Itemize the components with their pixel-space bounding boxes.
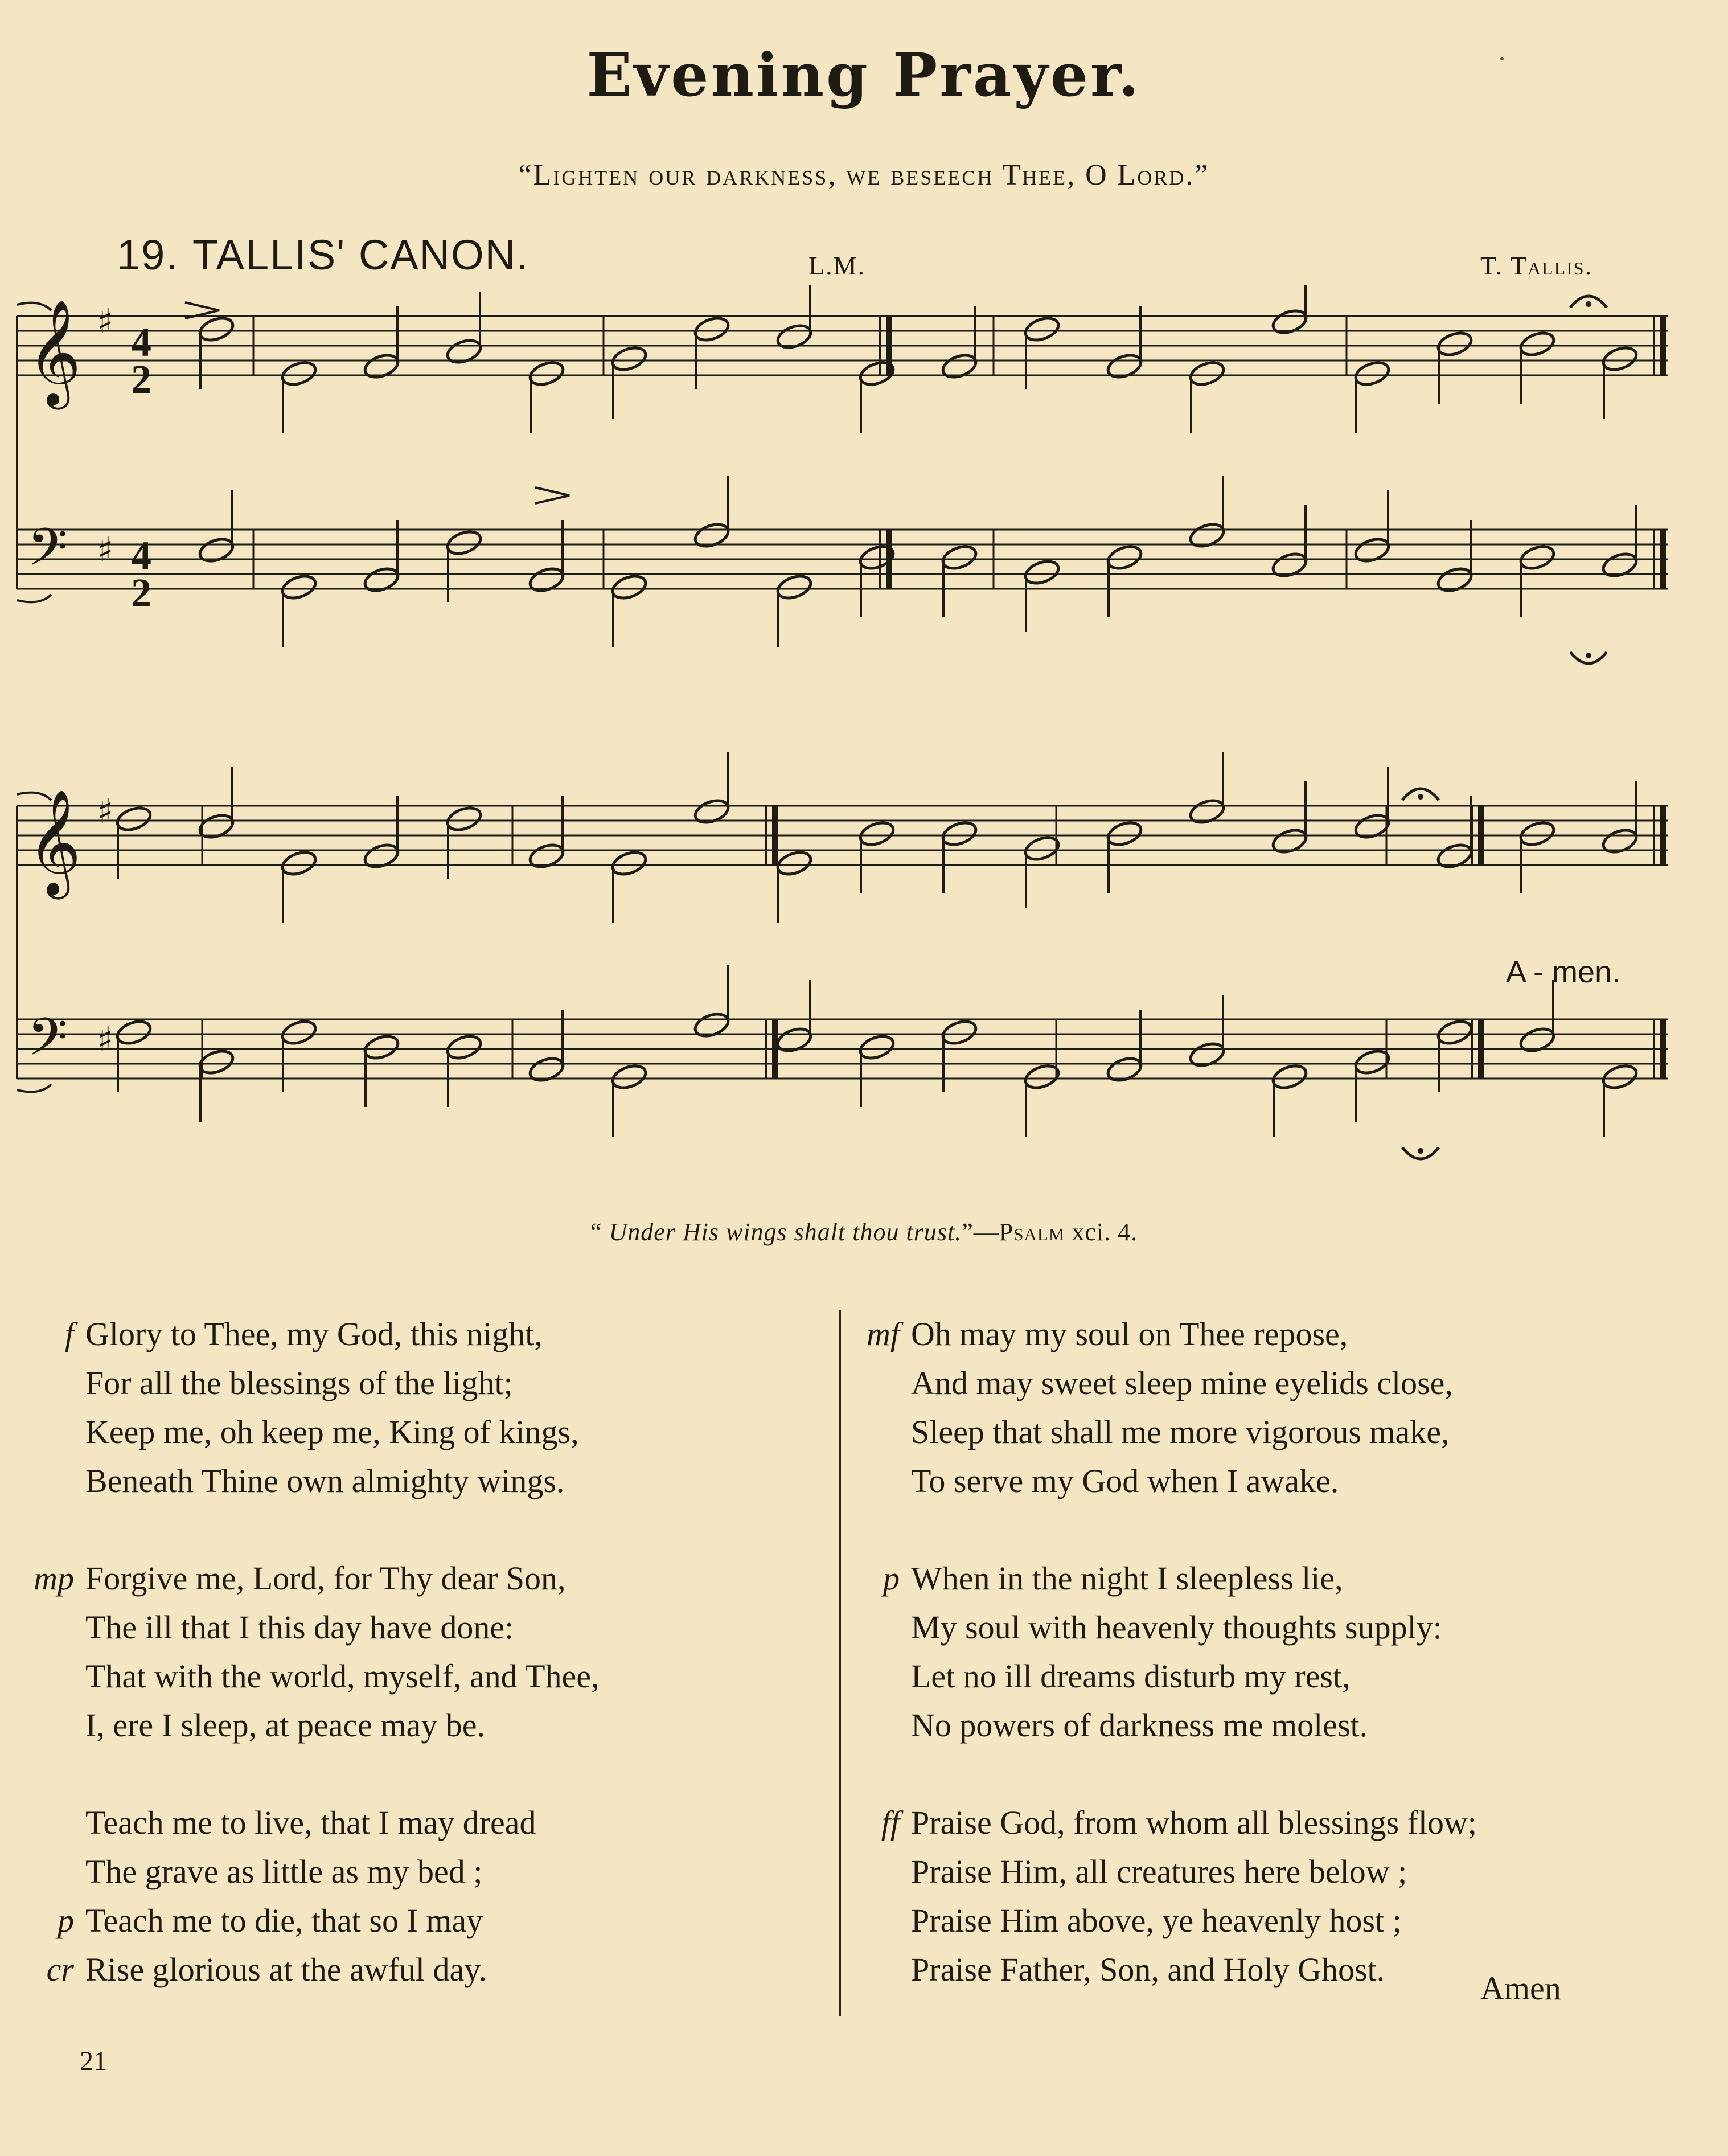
half-note-head [527, 841, 566, 871]
half-note-head [1270, 1062, 1309, 1092]
verse-text: Teach me to die, that so I may [85, 1902, 483, 1939]
half-note-head [692, 797, 731, 826]
stanza [46, 1798, 826, 1994]
half-note-head [1435, 329, 1474, 359]
half-note-head [1188, 520, 1226, 550]
bass-clef-icon: 𝄢 [27, 1007, 68, 1080]
hymn-meter: L.M. [808, 251, 865, 280]
verse-text: Oh may my soul on Thee repose, [911, 1315, 1348, 1352]
half-note-head [857, 819, 896, 849]
half-note-head [1105, 543, 1144, 572]
verse-line [34, 1554, 826, 1603]
half-note-head [1518, 819, 1557, 849]
verse-text: Beneath Thine own almighty wings. [85, 1462, 565, 1499]
hymn-composer: T. Tallis. [1480, 251, 1593, 280]
half-note-head [362, 565, 401, 595]
verse-text: Rise glorious at the awful day. [85, 1951, 487, 1988]
half-note-head [197, 314, 236, 344]
half-note-head [114, 1018, 153, 1047]
brace-bottom [17, 1084, 51, 1092]
half-note-head [692, 1010, 731, 1040]
half-note-head [940, 819, 979, 849]
half-note-head [1435, 565, 1474, 595]
verse-text: Sleep that shall me more vigorous make, [911, 1413, 1450, 1450]
time-signature-top-bass: 4 [131, 533, 151, 579]
verse-text: Keep me, oh keep me, King of kings, [85, 1413, 579, 1450]
fermata-dot [1418, 794, 1423, 800]
dynamic-marking: p [58, 1902, 74, 1939]
sharp-icon: ♯ [97, 1020, 114, 1060]
half-note-head [527, 359, 566, 388]
half-note-head [445, 1032, 483, 1062]
page-number: 21 [80, 2046, 107, 2076]
half-note-head [775, 849, 814, 878]
verse-line [85, 1798, 826, 1847]
half-note-head [610, 572, 648, 602]
verse-line [85, 1359, 826, 1408]
stanza [64, 1310, 826, 1506]
half-note-head [1023, 314, 1061, 344]
epigraph-reference: xci. 4. [1065, 1218, 1138, 1246]
verse-line [46, 1945, 826, 1994]
treble-clef-icon: 𝄞 [27, 788, 81, 895]
stanza [883, 1554, 1697, 1750]
half-note-head [1105, 1055, 1144, 1084]
verse-text: Praise God, from whom all blessings flow; [911, 1804, 1477, 1841]
stanza [881, 1798, 1697, 1994]
time-signature-bottom-bass: 2 [131, 570, 151, 616]
verse-line [911, 1701, 1697, 1750]
half-note-head [445, 337, 483, 366]
dynamic-marking: mf [867, 1315, 900, 1352]
page-title: Evening Prayer. [586, 40, 1142, 110]
verse-line [64, 1310, 826, 1359]
time-signature-top-treble: 4 [131, 319, 151, 365]
half-note-head [857, 1032, 896, 1062]
half-note-head [527, 1055, 566, 1084]
half-note-head [1600, 550, 1639, 580]
half-note-head [1518, 329, 1557, 359]
bass-clef-icon: 𝄢 [27, 517, 68, 590]
verse-text: Praise Him, all creatures here below ; [911, 1853, 1407, 1890]
verse-line [911, 1359, 1697, 1408]
epigraph-bottom [0, 1218, 1728, 1247]
stanza [34, 1554, 826, 1750]
half-note-head [940, 351, 979, 381]
sharp-icon: ♯ [97, 530, 114, 570]
verse-text: Praise Him above, ye heavenly host ; [911, 1902, 1402, 1939]
half-note-head [362, 351, 401, 381]
verse-text: The grave as little as my bed ; [85, 1853, 483, 1890]
epigraph-close: ”— [962, 1218, 999, 1246]
half-note-head [692, 314, 731, 344]
verses-left-column [34, 1310, 826, 2043]
half-note-head [775, 1025, 814, 1055]
half-note-head [1600, 826, 1639, 856]
verse-text: Let no ill dreams disturb my rest, [911, 1658, 1351, 1695]
verse-text: Teach me to live, that I may dread [85, 1804, 536, 1841]
verse-line [911, 1603, 1697, 1652]
half-note-head [1518, 1025, 1557, 1055]
hymn-heading [117, 231, 530, 279]
verse-text: And may sweet sleep mine eyelids close, [911, 1364, 1453, 1401]
verse-line [911, 1847, 1697, 1896]
verse-line [85, 1701, 826, 1750]
column-divider [839, 1310, 841, 2016]
treble-clef-icon: 𝄞 [27, 298, 81, 405]
verse-text: Praise Father, Son, and Holy Ghost. [911, 1951, 1385, 1988]
half-note-head [1023, 558, 1061, 587]
half-note-head [775, 572, 814, 602]
epigraph-psalm: Psalm [999, 1218, 1065, 1246]
verse-line [911, 1896, 1697, 1945]
verse-line [58, 1896, 826, 1945]
verse-line [883, 1554, 1697, 1603]
half-note-head [114, 804, 153, 834]
amen-text: Amen [1480, 1970, 1561, 2007]
half-note-head [692, 520, 731, 550]
accent-icon [535, 487, 569, 503]
hymn-tune: TALLIS' CANON. [192, 231, 530, 278]
half-note-head [527, 565, 566, 595]
half-note-head [775, 322, 814, 351]
stanza [867, 1310, 1697, 1506]
verse-line [911, 1945, 1697, 1994]
half-note-head [362, 1032, 401, 1062]
verse-line [911, 1457, 1697, 1506]
sharp-icon: ♯ [97, 302, 114, 342]
dynamic-marking: ff [881, 1804, 900, 1841]
verse-text: When in the night I sleepless lie, [911, 1560, 1343, 1597]
verse-text: The ill that I this day have done: [85, 1609, 514, 1646]
verse-line [911, 1408, 1697, 1457]
paper-speck [1500, 57, 1504, 60]
half-note-head [1105, 351, 1144, 381]
epigraph-top: “Lighten our darkness, we beseech Thee, O Lord.” [518, 159, 1210, 191]
verse-text: Forgive me, Lord, for Thy dear Son, [85, 1560, 566, 1597]
hymn-number: 19. [117, 231, 179, 278]
half-note-head [1270, 826, 1309, 856]
half-note-head [1188, 1040, 1226, 1069]
verse-text: I, ere I sleep, at peace may be. [85, 1707, 486, 1744]
half-note-head [940, 1018, 979, 1047]
verses-right-column [867, 1310, 1697, 2043]
half-note-head [610, 849, 648, 878]
epigraph-open-quote: “ [590, 1218, 609, 1246]
verse-text: That with the world, myself, and Thee, [85, 1658, 600, 1695]
dynamic-marking: cr [46, 1951, 74, 1988]
half-note-head [280, 849, 318, 878]
epigraph-quote: Under His wings shalt thou trust. [609, 1218, 962, 1246]
fermata-dot [1418, 1148, 1423, 1154]
sharp-icon: ♯ [97, 792, 114, 831]
half-note-head [1600, 1062, 1639, 1092]
half-note-head [280, 1018, 318, 1047]
verse-text: Glory to Thee, my God, this night, [85, 1315, 543, 1352]
half-note-head [445, 528, 483, 558]
half-note-head [610, 344, 648, 374]
half-note-head [1435, 841, 1474, 871]
verse-text: My soul with heavenly thoughts supply: [911, 1609, 1442, 1646]
verse-line [881, 1798, 1697, 1847]
half-note-head [1435, 1018, 1474, 1047]
amen-lyric: A - men. [1506, 955, 1621, 989]
verse-line [85, 1457, 826, 1506]
fermata-dot [1586, 301, 1591, 307]
verse-line [911, 1652, 1697, 1701]
verse-line [85, 1652, 826, 1701]
half-note-head [1600, 344, 1639, 374]
verse-line [85, 1847, 826, 1896]
verse-text: No powers of darkness me molest. [911, 1707, 1368, 1744]
half-note-head [1188, 359, 1226, 388]
half-note-head [610, 1062, 648, 1092]
half-note-head [362, 841, 401, 871]
half-note-head [1270, 307, 1309, 337]
half-note-head [445, 804, 483, 834]
half-note-head [280, 359, 318, 388]
time-signature-bottom-treble: 2 [131, 356, 151, 402]
half-note-head [1518, 543, 1557, 572]
verse-line [85, 1408, 826, 1457]
verse-text: For all the blessings of the light; [85, 1364, 513, 1401]
half-note-head [1353, 359, 1392, 388]
half-note-head [1105, 819, 1144, 849]
half-note-head [940, 543, 979, 572]
half-note-head [197, 535, 236, 565]
dynamic-marking: f [64, 1315, 74, 1352]
half-note-head [1353, 535, 1392, 565]
half-note-head [1188, 797, 1226, 826]
verse-text: To serve my God when I awake. [911, 1462, 1339, 1499]
music-score [0, 285, 1728, 1196]
fermata-dot [1586, 653, 1591, 658]
verse-line [85, 1603, 826, 1652]
verse-line [867, 1310, 1697, 1359]
half-note-head [1270, 550, 1309, 580]
half-note-head [280, 572, 318, 602]
brace-bottom [17, 595, 51, 602]
dynamic-marking: mp [34, 1560, 74, 1597]
dynamic-marking: p [883, 1560, 900, 1597]
